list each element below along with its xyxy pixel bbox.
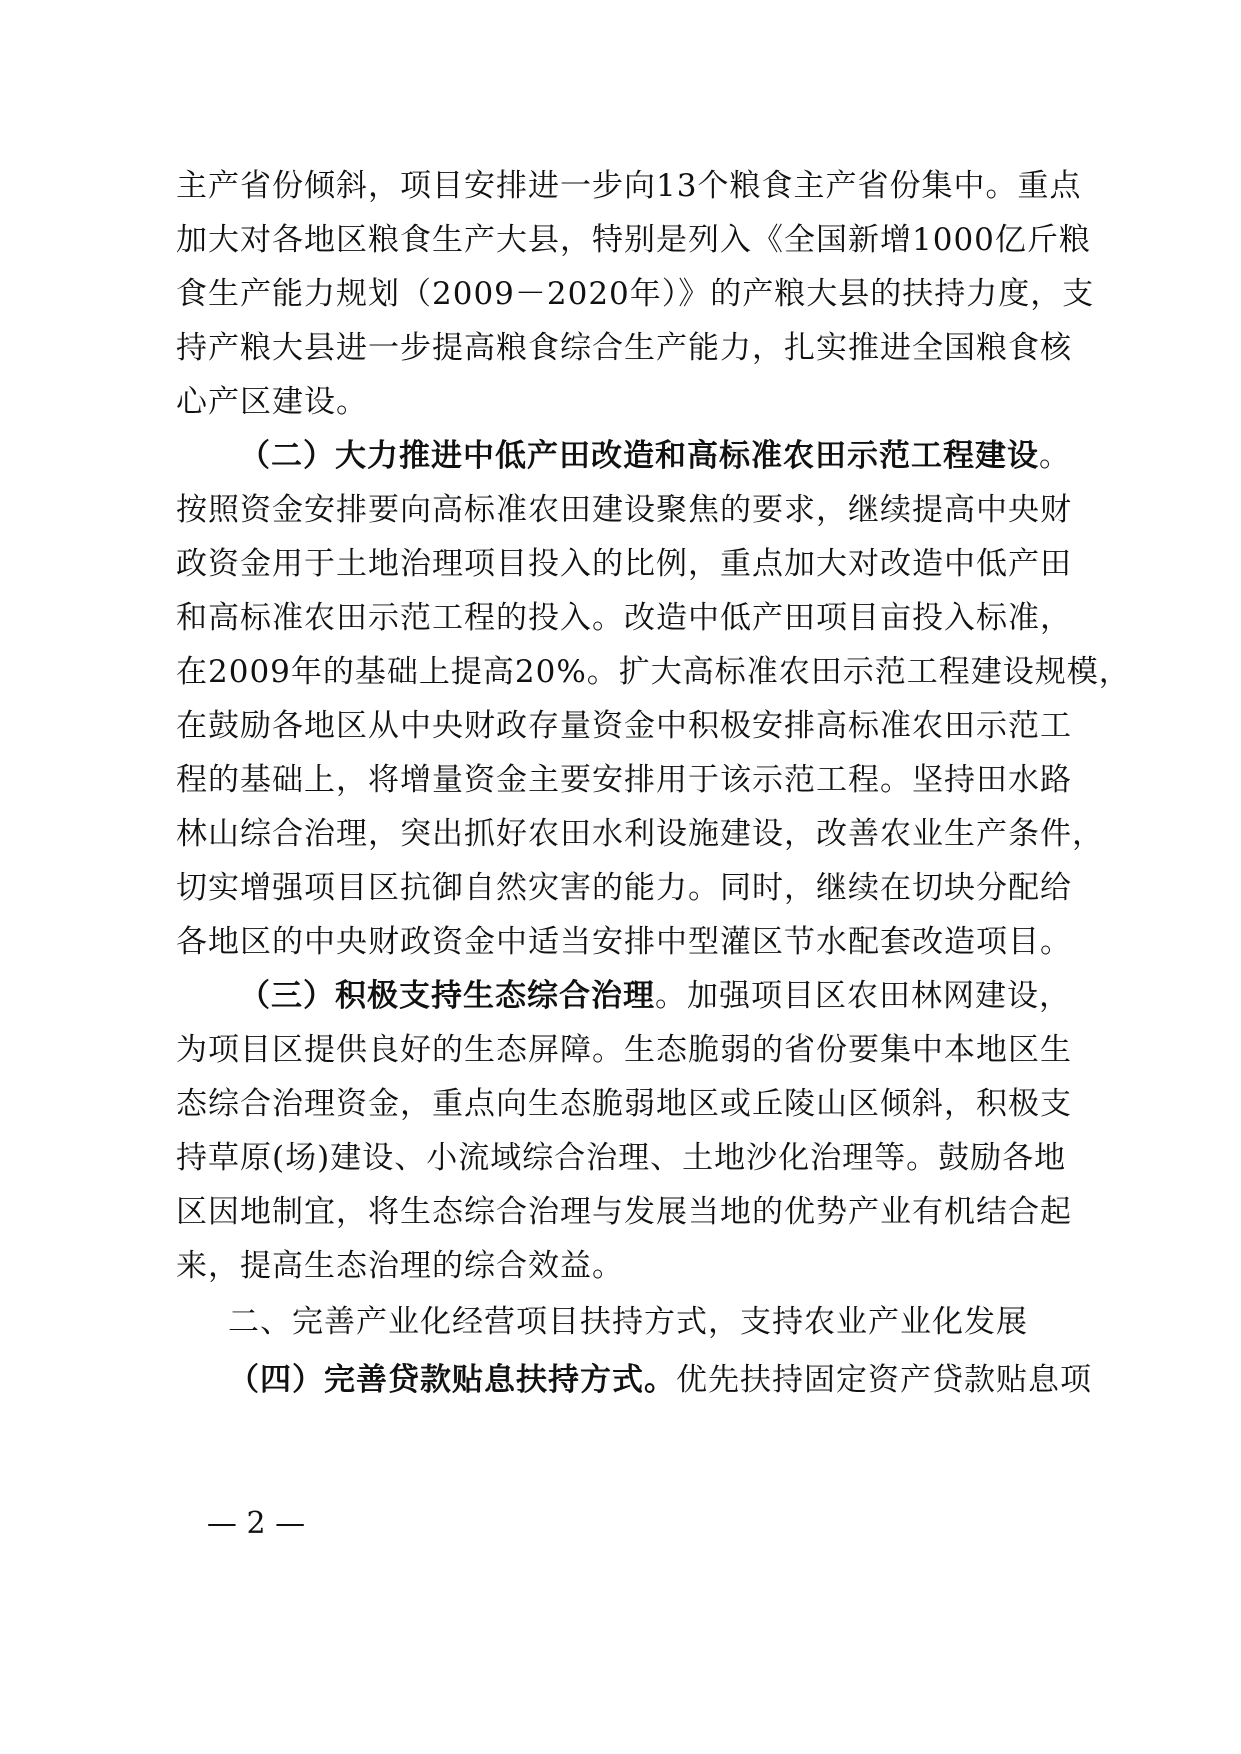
paragraph-3-line-2: 态综合治理资金，重点向生态脆弱地区或丘陵山区倾斜，积极支 bbox=[176, 1086, 1072, 1122]
paragraph-2-heading-text: （二）大力推进中低产田改造和高标准农田示范工程建设 bbox=[239, 438, 1039, 474]
paragraph-2-line-3: 和高标准农田示范工程的投入。改造中低产田项目亩投入标准， bbox=[176, 600, 1072, 636]
paragraph-2-line-1: 按照资金安排要向高标准农田建设聚焦的要求，继续提高中央财 bbox=[176, 492, 1072, 528]
paragraph-1-line-1: 主产省份倾斜，项目安排进一步向13个粮食主产省份集中。重点 bbox=[176, 168, 1082, 204]
paragraph-2-line-5: 在鼓励各地区从中央财政存量资金中积极安排高标准农田示范工 bbox=[176, 708, 1072, 744]
paragraph-4-lead: 优先扶持固定资产贷款贴息项 bbox=[676, 1362, 1092, 1398]
paragraph-3-line-4: 区因地制宜，将生态综合治理与发展当地的优势产业有机结合起 bbox=[176, 1194, 1072, 1230]
paragraph-2-line-8: 切实增强项目区抗御自然灾害的能力。同时，继续在切块分配给 bbox=[176, 870, 1072, 906]
paragraph-2-line-2: 政资金用于土地治理项目投入的比例，重点加大对改造中低产田 bbox=[176, 546, 1072, 582]
section-heading: 二、完善产业化经营项目扶持方式，支持农业产业化发展 bbox=[228, 1304, 1028, 1340]
paragraph-3-line-1: 为项目区提供良好的生态屏障。生态脆弱的省份要集中本地区生 bbox=[176, 1032, 1072, 1068]
paragraph-4-first-line bbox=[228, 1352, 1092, 1408]
paragraph-2-line-6: 程的基础上，将增量资金主要安排用于该示范工程。坚持田水路 bbox=[176, 762, 1072, 798]
paragraph-1-line-2: 加大对各地区粮食生产大县，特别是列入《全国新增1000亿斤粮 bbox=[176, 222, 1091, 258]
paragraph-4-heading: （四）完善贷款贴息扶持方式。 bbox=[228, 1362, 676, 1398]
paragraph-1-line-5: 心产区建设。 bbox=[176, 384, 368, 420]
paragraph-2-heading bbox=[239, 428, 1071, 484]
paragraph-1-line-3: 食生产能力规划（2009－2020年）》的产粮大县的扶持力度，支 bbox=[176, 276, 1095, 312]
paragraph-3-first-line bbox=[239, 968, 1071, 1024]
paragraph-1-line-4: 持产粮大县进一步提高粮食综合生产能力，扎实推进全国粮食核 bbox=[176, 330, 1072, 366]
paragraph-3-lead: 。加强项目区农田林网建设， bbox=[655, 978, 1071, 1014]
paragraph-2-line-9: 各地区的中央财政资金中适当安排中型灌区节水配套改造项目。 bbox=[176, 924, 1072, 960]
paragraph-2-line-4: 在2009年的基础上提高20%。扩大高标准农田示范工程建设规模， bbox=[176, 654, 1131, 690]
heading-period: 。 bbox=[1039, 438, 1071, 474]
paragraph-3-line-5: 来，提高生态治理的综合效益。 bbox=[176, 1248, 624, 1284]
page-number: — 2 — bbox=[206, 1506, 306, 1541]
paragraph-2-line-7: 林山综合治理，突出抓好农田水利设施建设，改善农业生产条件， bbox=[176, 816, 1104, 852]
paragraph-3-line-3: 持草原(场)建设、小流域综合治理、土地沙化治理等。鼓励各地 bbox=[176, 1140, 1067, 1176]
paragraph-3-heading: （三）积极支持生态综合治理 bbox=[239, 978, 655, 1014]
